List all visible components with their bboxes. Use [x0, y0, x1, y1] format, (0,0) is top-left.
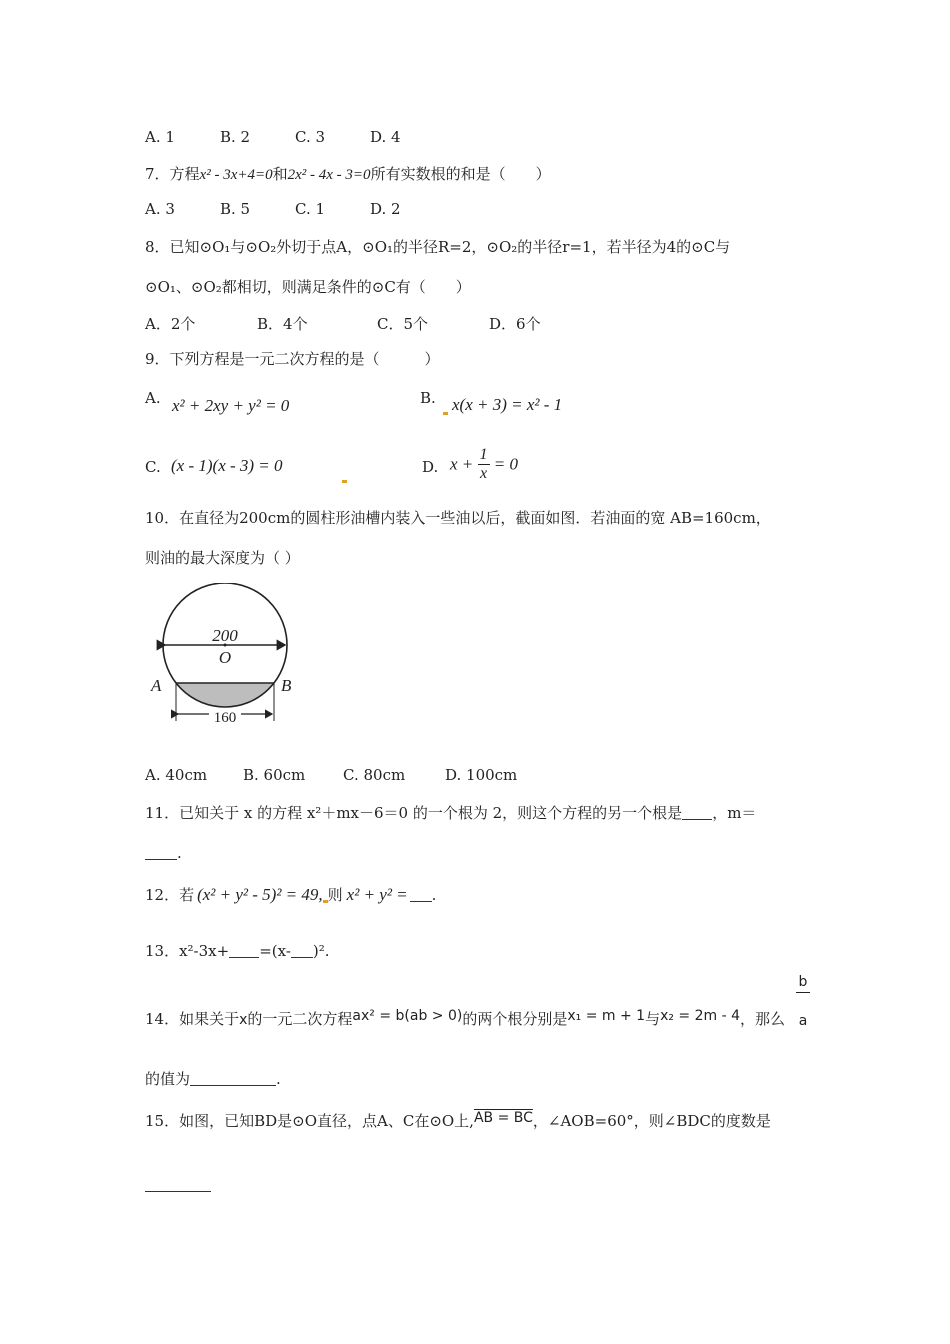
q7-options: [145, 200, 401, 218]
q10-option-c: C. 80cm: [343, 766, 406, 784]
q12-then: 则: [327, 886, 343, 904]
q8-option-a: A．2个: [145, 315, 196, 333]
highlight-mark: [443, 398, 448, 416]
q7-option-d: D. 2: [370, 200, 401, 218]
q15-arc-equation: AB = BC: [473, 1110, 533, 1126]
q9-option-d-equation: [450, 446, 518, 483]
q15-suffix: ，∠AOB=60°，则∠BDC的度数是: [532, 1112, 771, 1130]
q10-line-1: 10．在直径为200cm的圆柱形油槽内装入一些油以后，截面如图．若油面的宽 AB=160cm，: [145, 509, 771, 527]
q8-option-b: B．4个: [257, 315, 308, 333]
q15-answer-blank: [145, 1177, 211, 1192]
q10-option-d: D. 100cm: [445, 766, 518, 784]
q9-option-d-label: D.: [422, 458, 439, 476]
q13-answer-blank-1: [229, 943, 259, 958]
q9-option-a-label: A.: [145, 389, 161, 407]
q9-option-c-label: C.: [145, 458, 161, 476]
q7-equation-2: 2x² - 4x - 3=0: [287, 167, 371, 183]
q14-mid-2: 的两个根分别是: [462, 1010, 568, 1028]
q9-option-b-equation: x(x + 3) = x² - 1: [452, 395, 563, 414]
q8-options: [145, 313, 541, 334]
q14-variable: x: [239, 1012, 248, 1028]
q13-answer-blank-2: [291, 943, 313, 958]
q14-mid-3: ，那么: [740, 1010, 786, 1028]
q9-option-c-equation: (x - 1)(x - 3) = 0: [171, 456, 283, 475]
q14-fraction-denominator: a: [798, 1013, 808, 1029]
q8-option-c: C．5个: [377, 315, 429, 333]
q12-expression: x² + y² =: [346, 885, 408, 904]
q14-equation: ax² = b(ab > 0): [352, 1008, 463, 1024]
q9-d-right: = 0: [493, 454, 519, 474]
q10-option-b: B. 60cm: [243, 766, 306, 784]
q11-answer-blank-2: [145, 845, 177, 860]
q13-part-a: 13．x²-3x+: [145, 942, 230, 960]
chord-label: 160: [213, 710, 237, 726]
q13-part-b: =(x-: [259, 942, 291, 960]
q14-fraction-numerator: b: [796, 972, 810, 993]
q12-answer-blank: [410, 887, 432, 902]
q13-part-c: )².: [312, 942, 330, 960]
q6-option-c: C. 3: [295, 128, 326, 146]
q9-d-numerator: 1: [479, 446, 488, 463]
diameter-label: 200: [212, 626, 238, 645]
q9-d-left: x +: [450, 454, 474, 474]
q11-stem: 11．已知关于 x 的方程 x²＋mx－6＝0 的一个根为 2，则这个方程的另一个根是: [145, 804, 683, 822]
q8-line-2: ⊙O₁、⊙O₂都相切，则满足条件的⊙C有（ ）: [145, 278, 471, 296]
oil-tank-figure: [145, 583, 305, 728]
q7-equation-1: x² - 3x+4=0: [199, 167, 273, 183]
q12-end: .: [431, 886, 437, 904]
q14-answer-blank: [190, 1071, 276, 1086]
q6-option-b: B. 2: [220, 128, 251, 146]
q11-line-2: [145, 844, 182, 862]
q8-line-1: 8．已知⊙O₁与⊙O₂外切于点A，⊙O₁的半径R=2，⊙O₂的半径r=1，若半径为4的⊙C与: [145, 238, 731, 256]
q14-root-1: x₁ = m + 1: [567, 1008, 646, 1024]
q11-end: .: [177, 844, 182, 862]
q9-option-a-equation: x² + 2xy + y² = 0: [172, 396, 290, 415]
q10-line-2: 则油的最大深度为（ ）: [145, 549, 300, 567]
q6-option-d: D. 4: [370, 128, 401, 146]
q15-prefix: 15．如图，已知BD是⊙O直径，点A、C在⊙O上,: [145, 1112, 474, 1130]
q9-stem: 9．下列方程是一元二次方程的是（ ）: [145, 350, 440, 368]
q7-mid: 和: [272, 165, 288, 183]
q15-answer-line: [145, 1176, 211, 1194]
q7-stem: [145, 163, 551, 184]
q14-root-2: x₂ = 2m - 4: [660, 1008, 741, 1024]
q14-with: 与: [645, 1010, 661, 1028]
q9-d-denominator: x: [479, 465, 488, 482]
q6-options: [145, 128, 401, 146]
q7-option-a: A. 3: [145, 200, 175, 218]
q14-mid-1: 的一元二次方程: [247, 1010, 353, 1028]
point-b-label: B: [281, 676, 292, 695]
q12-prefix: 12．若: [145, 886, 195, 904]
q10-option-a: A. 40cm: [145, 766, 208, 784]
q7-option-c: C. 1: [295, 200, 326, 218]
q14-fraction: [796, 972, 810, 1031]
q13-line: [145, 940, 330, 961]
q7-option-b: B. 5: [220, 200, 251, 218]
q10-options: [145, 766, 517, 784]
q8-option-d: D．6个: [489, 315, 541, 333]
q11-mid: ，m＝: [712, 804, 757, 822]
point-a-label: A: [151, 676, 162, 695]
q14-line-2: [145, 1068, 281, 1089]
q14-prefix: 14．如果关于: [145, 1010, 240, 1028]
q7-suffix: 所有实数根的和是（ ）: [370, 165, 551, 183]
q12-line: [145, 884, 436, 905]
highlight-mark: [342, 466, 347, 484]
q14-line-1: [145, 1008, 785, 1029]
q6-option-a: A. 1: [145, 128, 175, 146]
q11-line-1: [145, 802, 756, 823]
q14-end: .: [276, 1070, 281, 1088]
q15-line: [145, 1110, 771, 1131]
q7-prefix: 7．方程: [145, 165, 200, 183]
center-label: O: [218, 648, 232, 667]
q14-line-2-text: 的值为: [145, 1070, 191, 1088]
q9-d-fraction: [478, 446, 490, 483]
q12-equation: (x² + y² - 5)² = 49,: [197, 885, 323, 904]
q11-answer-blank-1: [682, 805, 712, 820]
q9-option-b-label: B.: [420, 389, 436, 407]
